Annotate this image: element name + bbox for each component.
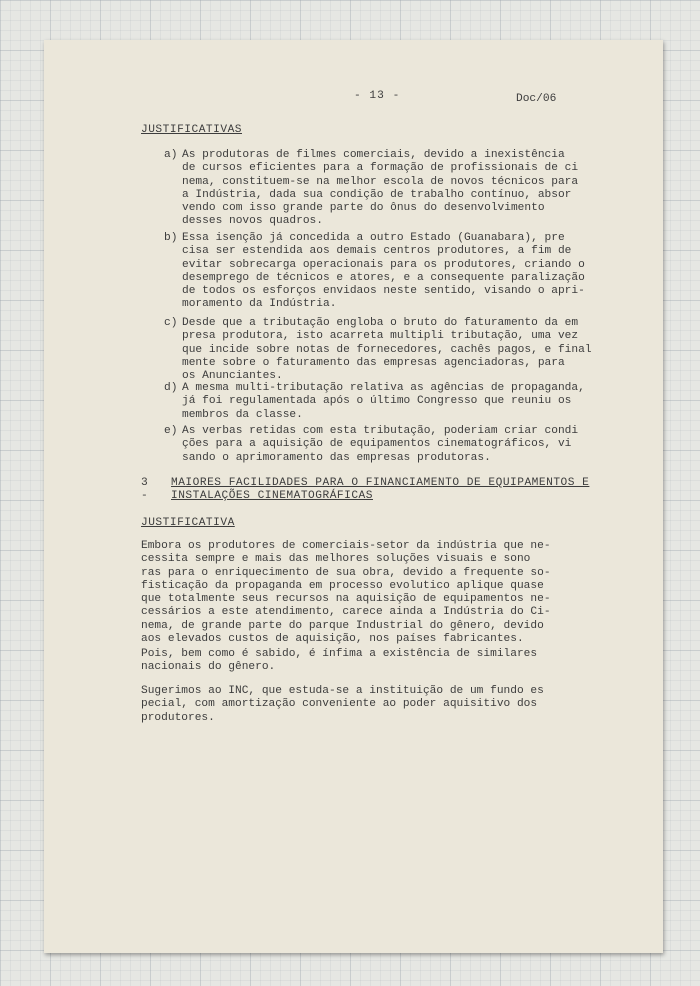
document-sheet — [44, 40, 663, 953]
paragraph-line: cessita sempre e mais das melhores soluções visuais e sono — [141, 553, 531, 566]
item-marker: d) — [164, 382, 178, 394]
item-line: que incide sobre notas de fornecedores, cachês pagos, e final — [182, 343, 592, 356]
item-line: desses novos quadros. — [182, 215, 323, 228]
paragraph-line: ras para o enriquecimento de sua obra, devido a frequente so- — [141, 566, 551, 579]
paragraph-line: que totalmente seus recursos na aquisição de equipamentos ne- — [141, 593, 551, 606]
item-line: nema, constituem-se na melhor escola de novos técnicos para — [182, 175, 579, 188]
paragraph-line: pecial, com amortização conveniente ao poder aquisitivo dos — [141, 698, 538, 711]
section-title-line: MAIORES FACILIDADES PARA O FINANCIAMENTO DE EQUIPAMENTOS E — [171, 477, 590, 489]
item-marker: e) — [164, 425, 178, 437]
paragraph-3 — [141, 685, 544, 725]
item-line: desemprego de técnicos e atores, e a consequente paralização — [182, 271, 585, 284]
item-line: já foi regulamentada após o último Congresso que reuniu os — [182, 395, 572, 408]
item-line: cisa ser estendida aos demais centros produtores, a fim de — [182, 245, 572, 258]
item-line: vendo com isso grande parte do ônus do desenvolvimento — [182, 202, 545, 215]
item-line: A mesma multi-tributação relativa as agências de propaganda, — [182, 382, 585, 394]
item-line: presa produtora, isto acarreta multipli tributação, uma vez — [182, 330, 579, 343]
paragraph-line: Pois, bem como é sabido, é ínfima a existência de similares — [141, 648, 538, 660]
item-line: mente sobre o faturamento das empresas agenciadoras, para — [182, 356, 565, 369]
paragraph-line: aos elevados custos de aquisição, nos países fabricantes. — [141, 633, 524, 646]
item-line: sando o aprimoramento das empresas produtoras. — [182, 451, 491, 464]
item-marker: b) — [164, 232, 178, 244]
justificativa-heading: JUSTIFICATIVA — [141, 517, 235, 529]
document-reference: Doc/06 — [516, 93, 557, 105]
section-title-line: INSTALAÇÕES CINEMATOGRÁFICAS — [171, 490, 373, 503]
paragraph-line: produtores. — [141, 711, 215, 724]
item-marker: c) — [164, 317, 178, 329]
paragraph-1 — [141, 540, 551, 646]
paragraph-2 — [141, 648, 537, 675]
item-line: de cursos eficientes para a formação de profissionais de ci — [182, 162, 579, 175]
item-line: Desde que a tributação engloba o bruto do faturamento da em — [182, 317, 579, 329]
item-marker: a) — [164, 149, 178, 161]
page-number: - 13 - — [354, 90, 401, 102]
paragraph-line: Sugerimos ao INC, que estuda-se a instituição de um fundo es — [141, 685, 544, 697]
paragraph-line: fisticação da propaganda em processo evolutico aplique quase — [141, 579, 544, 592]
item-line: de todos os esforços envidaos neste sentido, visando o apri- — [182, 285, 585, 298]
paragraph-line: Embora os produtores de comerciais-setor da indústria que ne- — [141, 540, 551, 552]
item-line: moramento da Indústria. — [182, 298, 337, 311]
item-line: os Anunciantes. — [182, 370, 283, 383]
item-line: As produtoras de filmes comerciais, devido a inexistência — [182, 149, 565, 161]
item-line: As verbas retidas com esta tributação, poderiam criar condi — [182, 425, 579, 437]
paragraph-line: cessários a este atendimento, carece ainda a Indústria do Ci- — [141, 606, 551, 619]
paragraph-line: nacionais do gênero. — [141, 661, 276, 674]
item-line: a Indústria, dada sua condição de trabalho contínuo, absor — [182, 188, 572, 201]
paragraph-line: nema, de grande parte do parque Industrial do gênero, devido — [141, 619, 544, 632]
item-line: ções para a aquisição de equipamentos cinematográficos, vi — [182, 438, 572, 451]
item-line: Essa isenção já concedida a outro Estado (Guanabara), pre — [182, 232, 565, 244]
section-number: 3 - — [141, 477, 148, 503]
item-line: evitar sobrecarga operacionais para os produtores, criando o — [182, 258, 585, 271]
justificativas-heading: JUSTIFICATIVAS — [141, 124, 242, 136]
item-line: membros da classe. — [182, 408, 303, 421]
